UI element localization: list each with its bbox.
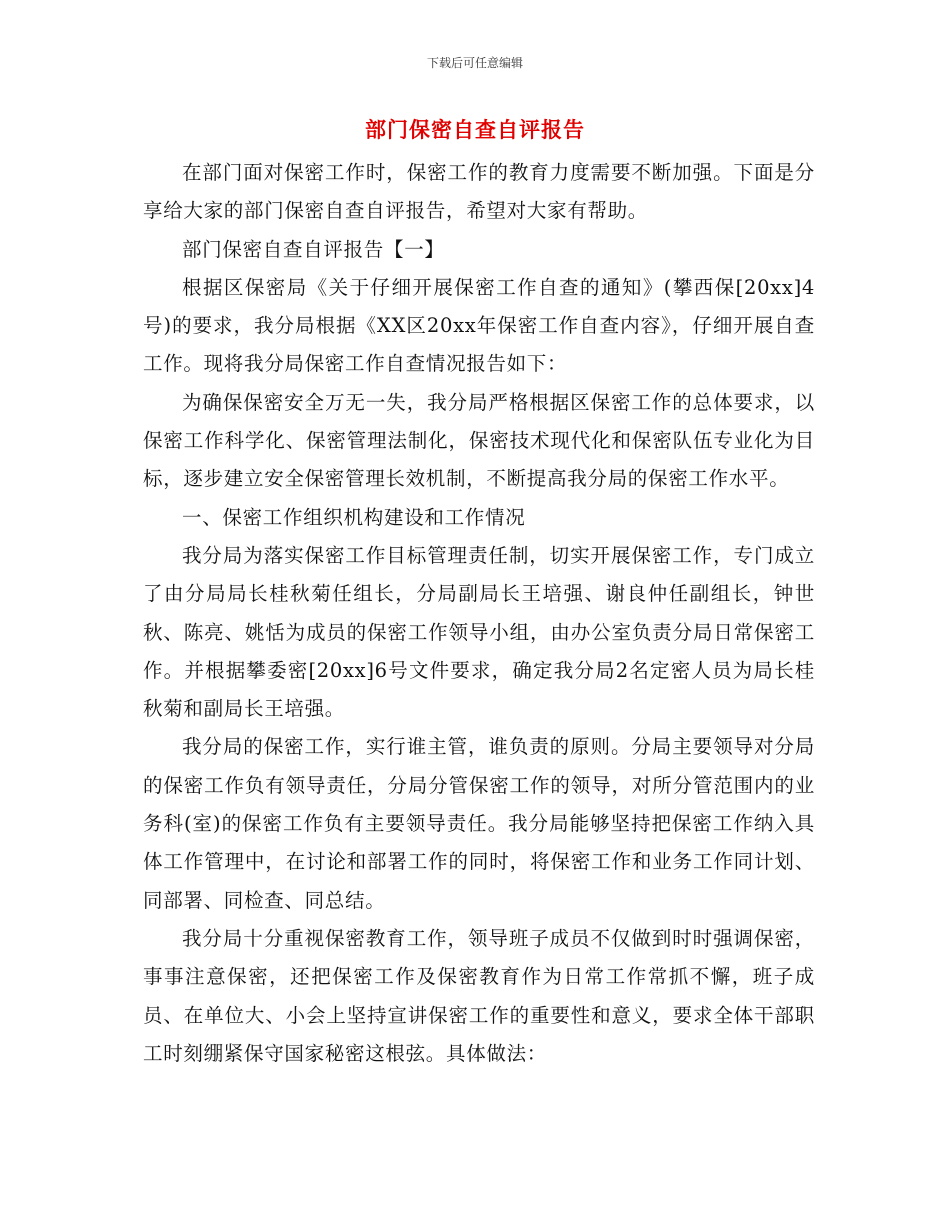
section-heading-report-one: 部门保密自查自评报告【一】 bbox=[182, 237, 445, 261]
paragraph-basis: 根据区保密局《关于仔细开展保密工作自查的通知》(攀西保[20xx]4号)的要求，我分局根据《XX区20xx年保密工作自查内容》，仔细开展自查工作。现将我分局保密工作自查情况报告如下： bbox=[143, 275, 815, 376]
page-header-note: 下载后可任意编辑 bbox=[426, 56, 523, 70]
document-body bbox=[143, 154, 815, 1073]
paragraph-goals: 为确保保密安全万无一失，我分局严格根据区保密工作的总体要求，以保密工作科学化、保密管理法制化，保密技术现代化和保密队伍专业化为目标，逐步建立安全保密管理长效机制，不断提高我分局的保密工作水平。 bbox=[143, 390, 815, 491]
paragraph-organization: 我分局为落实保密工作目标管理责任制，切实开展保密工作，专门成立了由分局局长桂秋菊任组长，分局副局长王培强、谢良仲任副组长，钟世秋、陈亮、姚恬为成员的保密工作领导小组，由办公室负责分局日常保密工作。并根据攀委密[20xx]6号文件要求，确定我分局2名定密人员为局长桂秋菊和副局长王培强。 bbox=[143, 543, 815, 721]
paragraph-intro: 在部门面对保密工作时，保密工作的教育力度需要不断加强。下面是分享给大家的部门保密自查自评报告，希望对大家有帮助。 bbox=[143, 161, 815, 223]
paragraph-responsibility: 我分局的保密工作，实行谁主管，谁负责的原则。分局主要领导对分局的保密工作负有领导责任，分局分管保密工作的领导，对所分管范围内的业务科(室)的保密工作负有主要领导责任。我分局能够坚持把保密工作纳入具体工作管理中，在讨论和部署工作的同时，将保密工作和业务工作同计划、同部署、同检查、同总结。 bbox=[143, 735, 815, 912]
document-title: 部门保密自查自评报告 bbox=[365, 118, 585, 142]
paragraph-education: 我分局十分重视保密教育工作，领导班子成员不仅做到时时强调保密，事事注意保密，还把保密工作及保密教育作为日常工作常抓不懈，班子成员、在单位大、小会上坚持宣讲保密工作的重要性和意义，要求全体干部职工时刻绷紧保守国家秘密这根弦。具体做法： bbox=[143, 926, 815, 1065]
section-heading-organization: 一、保密工作组织机构建设和工作情况 bbox=[182, 505, 526, 529]
